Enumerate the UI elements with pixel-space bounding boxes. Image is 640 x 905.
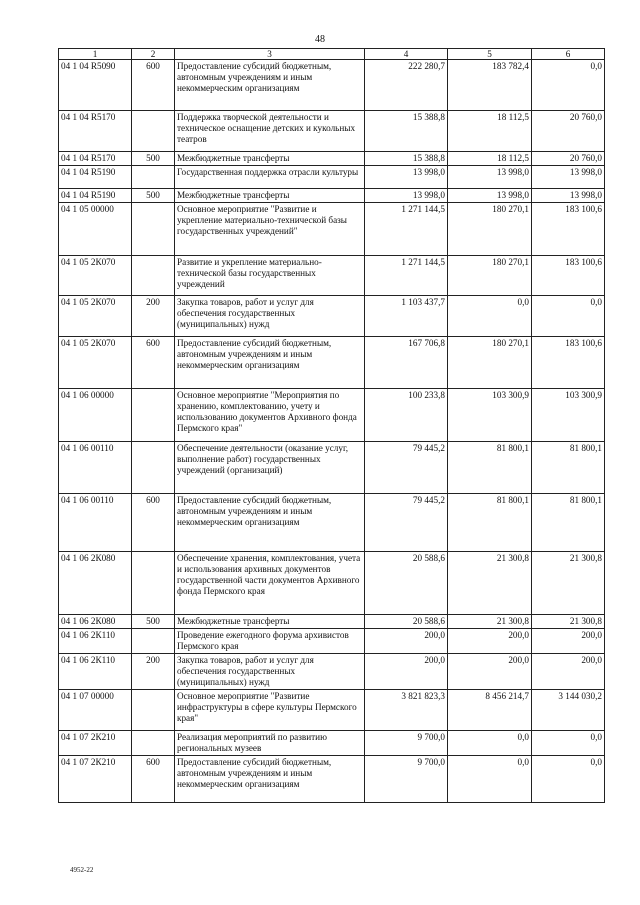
row-value-2024-cell: 0,0 bbox=[532, 60, 605, 111]
row-value-2022-cell: 167 706,8 bbox=[365, 337, 448, 389]
row-kvr-cell bbox=[132, 256, 175, 296]
table-row bbox=[59, 256, 605, 296]
row-kvr-cell: 500 bbox=[132, 152, 175, 166]
column-header: 3 bbox=[175, 49, 365, 60]
row-code-cell: 04 1 06 2К110 bbox=[59, 629, 132, 654]
page-number: 48 bbox=[315, 34, 325, 45]
row-value-2023-cell: 21 300,8 bbox=[448, 552, 532, 615]
row-code-cell: 04 1 07 2К210 bbox=[59, 756, 132, 803]
row-value-2023-cell: 103 300,9 bbox=[448, 389, 532, 442]
row-code-cell: 04 1 04 R5170 bbox=[59, 152, 132, 166]
row-kvr-cell bbox=[132, 442, 175, 494]
row-kvr-cell bbox=[132, 690, 175, 731]
row-value-2022-cell: 1 103 437,7 bbox=[365, 296, 448, 337]
row-kvr-cell bbox=[132, 203, 175, 256]
row-kvr-cell: 600 bbox=[132, 494, 175, 552]
table-row bbox=[59, 552, 605, 615]
row-name-cell: Поддержка творческой деятельности и техническое оснащение детских и кукольных театров bbox=[175, 111, 365, 152]
row-kvr-cell: 200 bbox=[132, 296, 175, 337]
row-value-2022-cell: 1 271 144,5 bbox=[365, 203, 448, 256]
row-value-2024-cell: 20 760,0 bbox=[532, 111, 605, 152]
row-value-2022-cell: 20 588,6 bbox=[365, 552, 448, 615]
row-code-cell: 04 1 04 R5190 bbox=[59, 189, 132, 203]
table-row bbox=[59, 494, 605, 552]
row-value-2022-cell: 9 700,0 bbox=[365, 731, 448, 756]
row-name-cell: Межбюджетные трансферты bbox=[175, 152, 365, 166]
row-kvr-cell: 600 bbox=[132, 337, 175, 389]
row-name-cell: Обеспечение деятельности (оказание услуг, выполнение работ) государственных учреждений (организаций) bbox=[175, 442, 365, 494]
row-value-2023-cell: 200,0 bbox=[448, 654, 532, 690]
column-header: 2 bbox=[132, 49, 175, 60]
row-value-2022-cell: 13 998,0 bbox=[365, 189, 448, 203]
row-value-2022-cell: 79 445,2 bbox=[365, 494, 448, 552]
row-value-2023-cell: 13 998,0 bbox=[448, 166, 532, 189]
row-kvr-cell: 500 bbox=[132, 615, 175, 629]
row-value-2023-cell: 8 456 214,7 bbox=[448, 690, 532, 731]
row-name-cell: Предоставление субсидий бюджетным, автономным учреждениям и иным некоммерческим организациям bbox=[175, 756, 365, 803]
row-kvr-cell bbox=[132, 166, 175, 189]
row-value-2023-cell: 180 270,1 bbox=[448, 337, 532, 389]
row-kvr-cell bbox=[132, 552, 175, 615]
row-value-2024-cell: 103 300,9 bbox=[532, 389, 605, 442]
column-header: 6 bbox=[532, 49, 605, 60]
row-value-2024-cell: 81 800,1 bbox=[532, 442, 605, 494]
table-row bbox=[59, 60, 605, 111]
table-row bbox=[59, 296, 605, 337]
row-value-2022-cell: 79 445,2 bbox=[365, 442, 448, 494]
row-code-cell: 04 1 06 2К080 bbox=[59, 552, 132, 615]
row-name-cell: Межбюджетные трансферты bbox=[175, 189, 365, 203]
row-value-2024-cell: 200,0 bbox=[532, 654, 605, 690]
row-name-cell: Предоставление субсидий бюджетным, автономным учреждениям и иным некоммерческим организациям bbox=[175, 494, 365, 552]
row-value-2022-cell: 1 271 144,5 bbox=[365, 256, 448, 296]
row-code-cell: 04 1 05 2К070 bbox=[59, 337, 132, 389]
row-kvr-cell: 500 bbox=[132, 189, 175, 203]
table-row bbox=[59, 337, 605, 389]
row-kvr-cell bbox=[132, 629, 175, 654]
row-value-2022-cell: 15 388,8 bbox=[365, 111, 448, 152]
row-value-2023-cell: 180 270,1 bbox=[448, 203, 532, 256]
row-name-cell: Предоставление субсидий бюджетным, автономным учреждениям и иным некоммерческим организациям bbox=[175, 60, 365, 111]
row-name-cell: Реализация мероприятий по развитию региональных музеев bbox=[175, 731, 365, 756]
row-code-cell: 04 1 05 00000 bbox=[59, 203, 132, 256]
table-row bbox=[59, 189, 605, 203]
row-name-cell: Закупка товаров, работ и услуг для обеспечения государственных (муниципальных) нужд bbox=[175, 654, 365, 690]
table-row bbox=[59, 442, 605, 494]
row-value-2023-cell: 81 800,1 bbox=[448, 442, 532, 494]
row-value-2022-cell: 13 998,0 bbox=[365, 166, 448, 189]
row-value-2024-cell: 200,0 bbox=[532, 629, 605, 654]
row-kvr-cell: 600 bbox=[132, 756, 175, 803]
row-value-2024-cell: 3 144 030,2 bbox=[532, 690, 605, 731]
row-code-cell: 04 1 06 2К110 bbox=[59, 654, 132, 690]
row-code-cell: 04 1 04 R5170 bbox=[59, 111, 132, 152]
row-name-cell: Государственная поддержка отрасли культуры bbox=[175, 166, 365, 189]
row-code-cell: 04 1 07 00000 bbox=[59, 690, 132, 731]
row-code-cell: 04 1 07 2К210 bbox=[59, 731, 132, 756]
row-code-cell: 04 1 04 R5090 bbox=[59, 60, 132, 111]
row-kvr-cell: 600 bbox=[132, 60, 175, 111]
row-value-2023-cell: 18 112,5 bbox=[448, 152, 532, 166]
row-value-2024-cell: 0,0 bbox=[532, 756, 605, 803]
row-value-2022-cell: 100 233,8 bbox=[365, 389, 448, 442]
row-name-cell: Основное мероприятие "Развитие и укрепление материально-технической базы государственных учреждений" bbox=[175, 203, 365, 256]
table-row bbox=[59, 629, 605, 654]
row-name-cell: Закупка товаров, работ и услуг для обеспечения государственных (муниципальных) нужд bbox=[175, 296, 365, 337]
row-value-2022-cell: 200,0 bbox=[365, 654, 448, 690]
row-value-2024-cell: 21 300,8 bbox=[532, 552, 605, 615]
footer-code: 4952-22 bbox=[70, 866, 94, 874]
row-value-2023-cell: 13 998,0 bbox=[448, 189, 532, 203]
table-row bbox=[59, 756, 605, 803]
row-value-2024-cell: 0,0 bbox=[532, 296, 605, 337]
column-header: 5 bbox=[448, 49, 532, 60]
row-value-2023-cell: 81 800,1 bbox=[448, 494, 532, 552]
row-code-cell: 04 1 06 00000 bbox=[59, 389, 132, 442]
table-row bbox=[59, 654, 605, 690]
row-code-cell: 04 1 06 2К080 bbox=[59, 615, 132, 629]
row-value-2024-cell: 21 300,8 bbox=[532, 615, 605, 629]
row-code-cell: 04 1 04 R5190 bbox=[59, 166, 132, 189]
table-row bbox=[59, 615, 605, 629]
row-name-cell: Основное мероприятие "Развитие инфраструктуры в сфере культуры Пермского края" bbox=[175, 690, 365, 731]
row-value-2022-cell: 20 588,6 bbox=[365, 615, 448, 629]
table-row bbox=[59, 152, 605, 166]
header-row bbox=[59, 49, 605, 60]
row-name-cell: Проведение ежегодного форума архивистов Пермского края bbox=[175, 629, 365, 654]
row-value-2023-cell: 183 782,4 bbox=[448, 60, 532, 111]
row-kvr-cell bbox=[132, 731, 175, 756]
row-code-cell: 04 1 06 00110 bbox=[59, 442, 132, 494]
row-value-2023-cell: 0,0 bbox=[448, 731, 532, 756]
table-row bbox=[59, 203, 605, 256]
table-row bbox=[59, 731, 605, 756]
row-code-cell: 04 1 05 2К070 bbox=[59, 256, 132, 296]
table-row bbox=[59, 166, 605, 189]
row-value-2024-cell: 20 760,0 bbox=[532, 152, 605, 166]
row-value-2024-cell: 13 998,0 bbox=[532, 166, 605, 189]
row-value-2024-cell: 81 800,1 bbox=[532, 494, 605, 552]
row-value-2022-cell: 200,0 bbox=[365, 629, 448, 654]
row-value-2024-cell: 13 998,0 bbox=[532, 189, 605, 203]
column-header: 1 bbox=[59, 49, 132, 60]
row-value-2023-cell: 0,0 bbox=[448, 296, 532, 337]
row-value-2023-cell: 18 112,5 bbox=[448, 111, 532, 152]
row-code-cell: 04 1 06 00110 bbox=[59, 494, 132, 552]
row-value-2022-cell: 9 700,0 bbox=[365, 756, 448, 803]
row-value-2024-cell: 183 100,6 bbox=[532, 256, 605, 296]
row-value-2024-cell: 183 100,6 bbox=[532, 337, 605, 389]
row-value-2023-cell: 0,0 bbox=[448, 756, 532, 803]
row-value-2023-cell: 21 300,8 bbox=[448, 615, 532, 629]
row-name-cell: Обеспечение хранения, комплектования, учета и использования архивных документов государственной части документов Архивного фонда Пермского края bbox=[175, 552, 365, 615]
row-value-2024-cell: 183 100,6 bbox=[532, 203, 605, 256]
table-row bbox=[59, 111, 605, 152]
budget-table bbox=[58, 48, 605, 803]
row-value-2022-cell: 15 388,8 bbox=[365, 152, 448, 166]
row-name-cell: Предоставление субсидий бюджетным, автономным учреждениям и иным некоммерческим организациям bbox=[175, 337, 365, 389]
row-name-cell: Основное мероприятие "Мероприятия по хранению, комплектованию, учету и использованию документов Архивного фонда Пермского края" bbox=[175, 389, 365, 442]
row-value-2022-cell: 3 821 823,3 bbox=[365, 690, 448, 731]
row-code-cell: 04 1 05 2К070 bbox=[59, 296, 132, 337]
row-value-2023-cell: 180 270,1 bbox=[448, 256, 532, 296]
row-kvr-cell: 200 bbox=[132, 654, 175, 690]
row-value-2024-cell: 0,0 bbox=[532, 731, 605, 756]
table-row bbox=[59, 389, 605, 442]
row-value-2022-cell: 222 280,7 bbox=[365, 60, 448, 111]
row-value-2023-cell: 200,0 bbox=[448, 629, 532, 654]
column-header: 4 bbox=[365, 49, 448, 60]
row-kvr-cell bbox=[132, 111, 175, 152]
table-row bbox=[59, 690, 605, 731]
row-name-cell: Межбюджетные трансферты bbox=[175, 615, 365, 629]
row-name-cell: Развитие и укрепление материально-технической базы государственных учреждений bbox=[175, 256, 365, 296]
row-kvr-cell bbox=[132, 389, 175, 442]
